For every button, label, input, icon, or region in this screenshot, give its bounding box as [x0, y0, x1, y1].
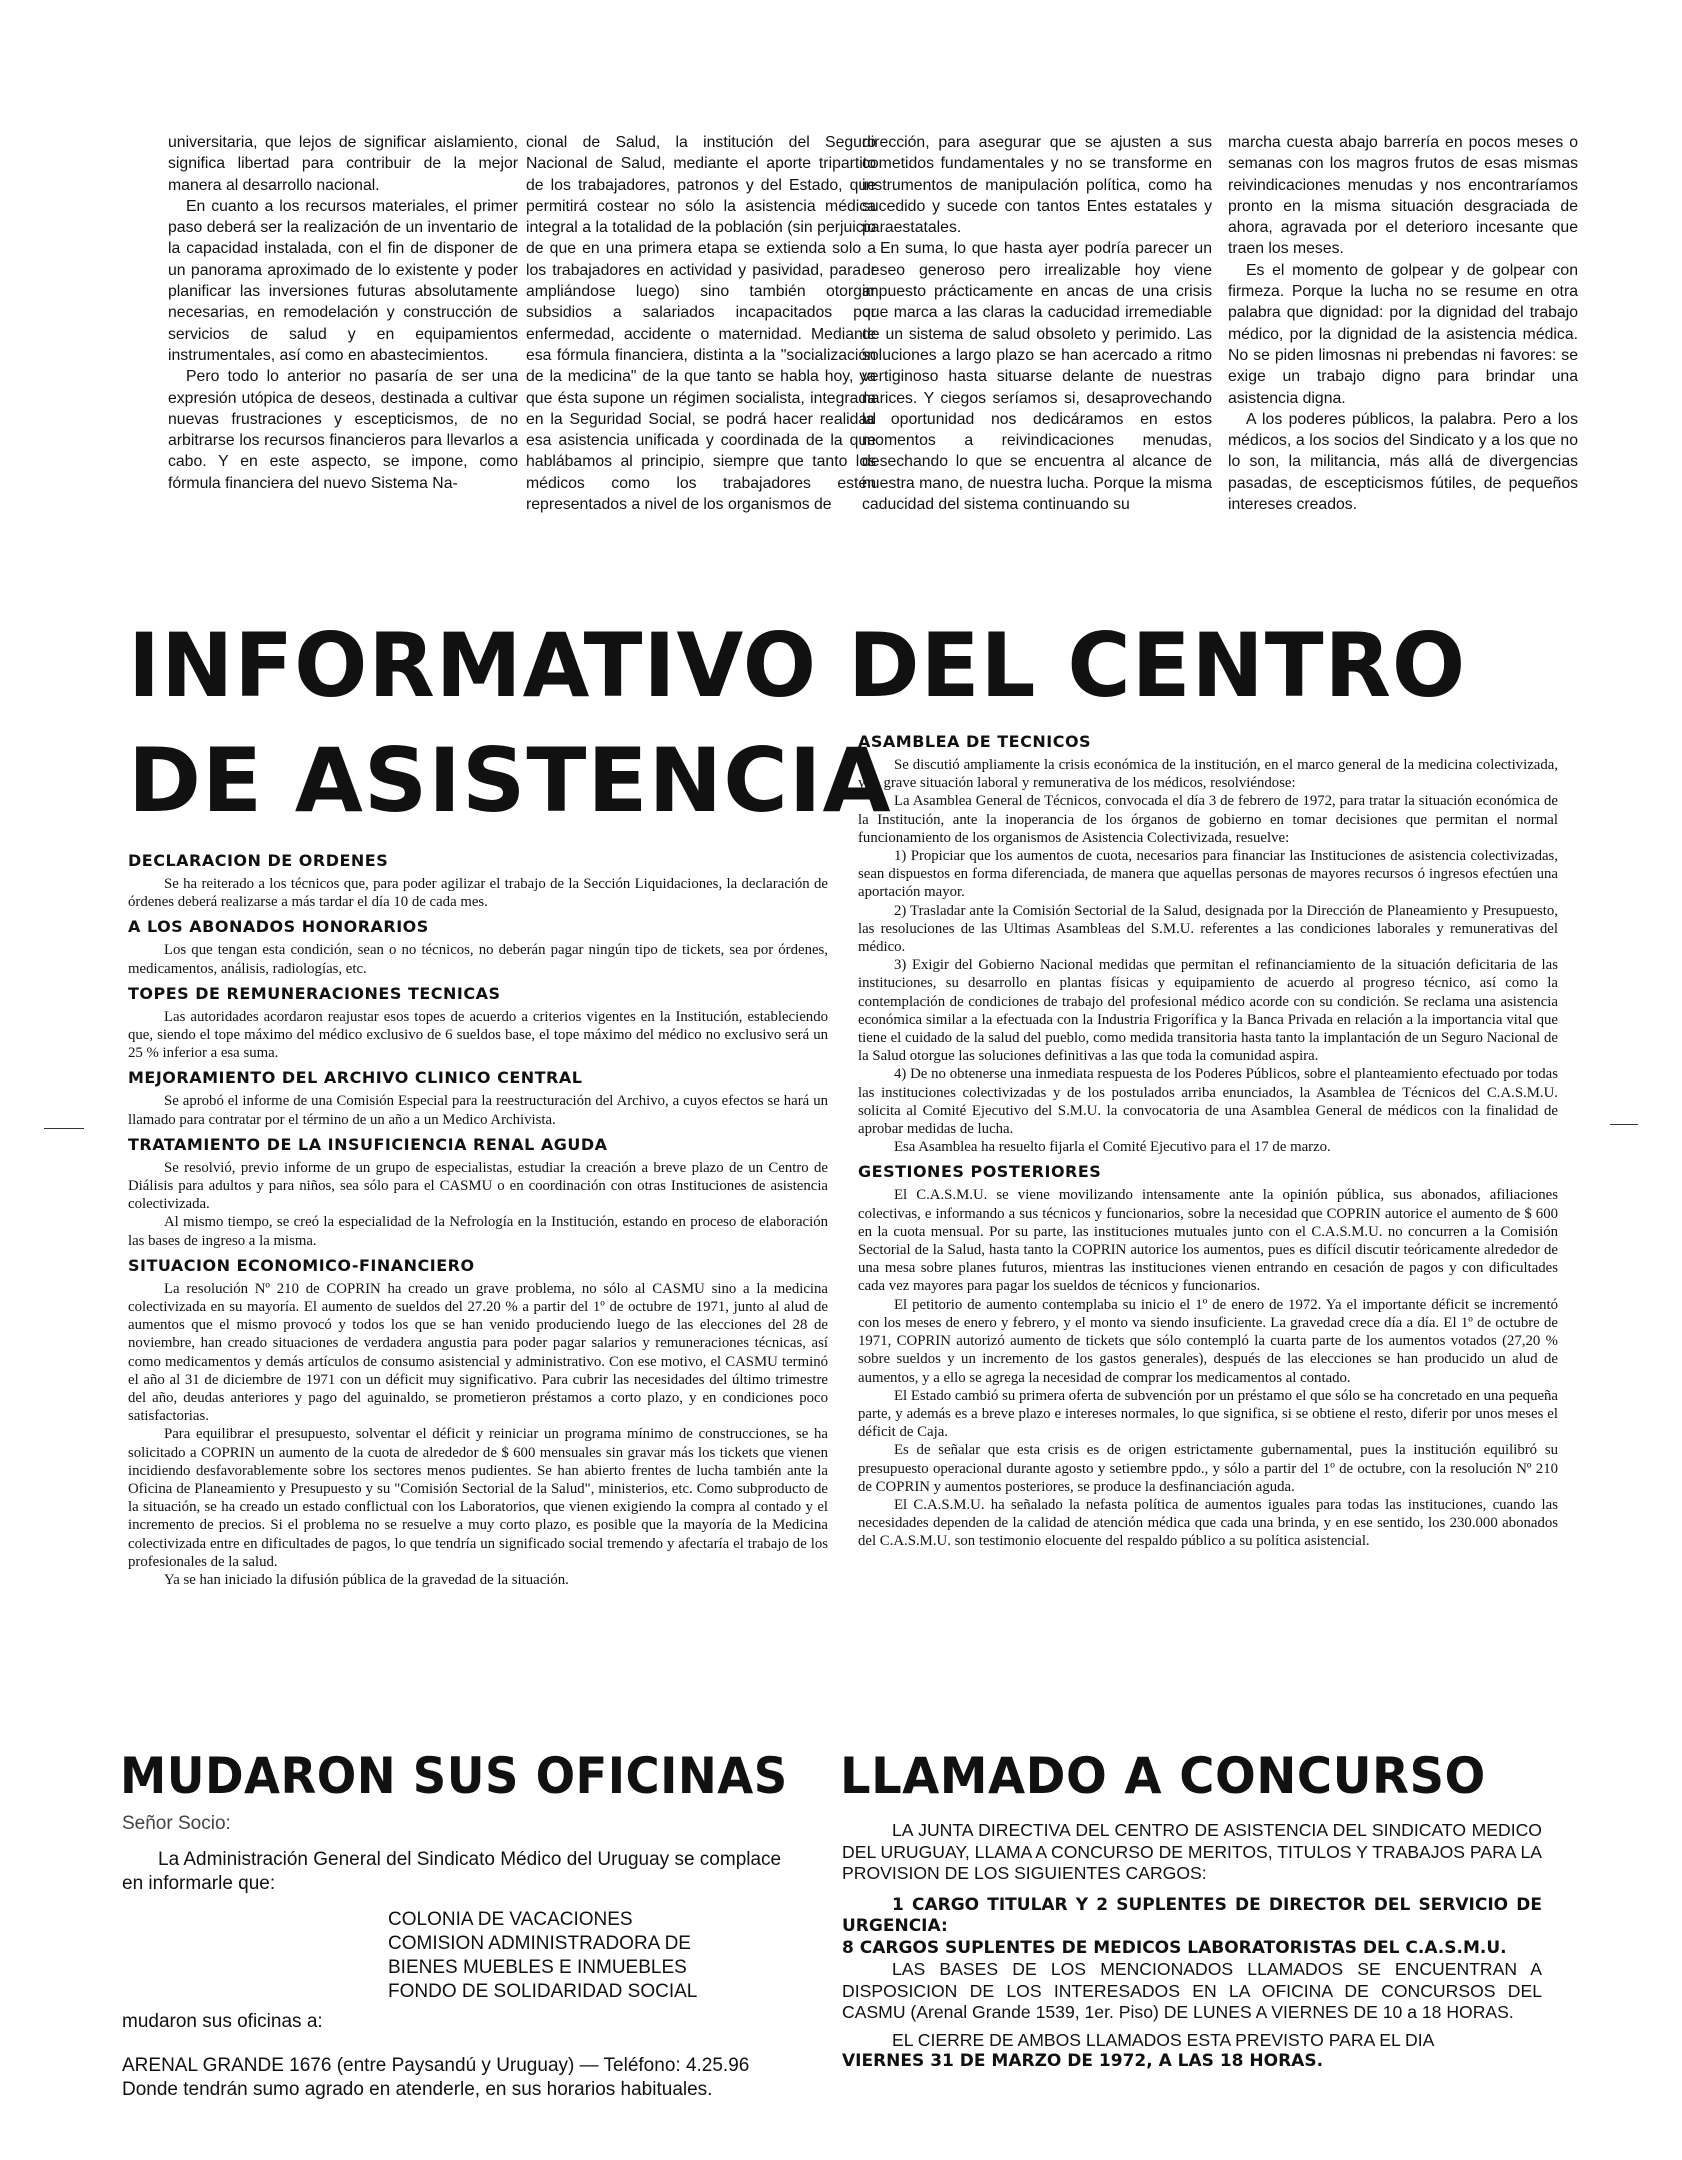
section-paragraph: Al mismo tiempo, se creó la especialidad de la Nefrología en la Institución, estando en proceso de elaboración las bases de ingreso a la misma. — [128, 1214, 828, 1249]
paragraph: marcha cuesta abajo barrería en pocos meses o semanas con los magros frutos de esas mismas reivindicaciones menudas y nos encontraríamos pronto en la misma situación desgraciada de ahora, agravada por el deterioro incesante que traen los meses. — [1228, 134, 1578, 258]
paragraph: Pero todo lo anterior no pasaría de ser una expresión utópica de deseos, destinada a cultivar nuevas frustraciones y escepticismos, de no arbitrarse los recursos financieros para llevarlos a cabo. Y en este aspecto, se impone, como fórmula financiera del nuevo Sistema Na- — [168, 368, 518, 492]
section-paragraph: Se aprobó el informe de una Comisión Especial para la reestructuración del Archivo, a cuyos efectos se hará un llamado para contratar por el término de un año a un Medico Archivista. — [128, 1093, 828, 1128]
office-list — [388, 1908, 802, 2004]
cierre: EL CIERRE DE AMBOS LLAMADOS ESTA PREVISTO PARA EL DIA — [892, 2029, 1435, 2050]
section-heading: DECLARACION DE ORDENES — [128, 851, 389, 870]
section-heading: SITUACION ECONOMICO-FINANCIERO — [128, 1255, 475, 1275]
section-heading: MEJORAMIENTO DEL ARCHIVO CLINICO CENTRAL — [128, 1068, 583, 1088]
top-column-4 — [1228, 132, 1578, 515]
section-heading: A LOS ABONADOS HONORARIOS — [128, 917, 429, 937]
section-heading: TRATAMIENTO DE LA INSUFICIENCIA RENAL AGUDA — [128, 1134, 608, 1154]
margin-mark — [44, 1128, 84, 1129]
top-column-2 — [526, 132, 876, 515]
concurso-intro: LA JUNTA DIRECTIVA DEL CENTRO DE ASISTENCIA DEL SINDICATO MEDICO DEL URUGUAY, LLAMA A CONCURSO DE MERITOS, TITULOS Y TRABAJOS PARA LA PROVISION DE LOS SIGUIENTES CARGOS: — [842, 1820, 1542, 1883]
paragraph: universitaria, que lejos de significar aislamiento, significa libertad para contribuir de la mejor manera al desarrollo nacional. — [168, 134, 518, 194]
bases: LAS BASES DE LOS MENCIONADOS LLAMADOS SE ENCUENTRAN A DISPOSICION DE LOS INTERESADOS EN LA OFICINA DE CONCURSOS DEL CASMU (Arenal Grande 1539, 1er. Piso) DE LUNES A VIERNES DE 10 a 18 HORAS. — [842, 1959, 1542, 2022]
closing: Donde tendrán sumo agrado en atenderle, en sus horarios habituales. — [122, 2079, 713, 2100]
list-item: COLONIA DE VACACIONES — [388, 1909, 633, 1930]
section-paragraph: 1) Propiciar que los aumentos de cuota, necesarios para financiar las Instituciones de asistencia colectivizadas, sean dispuestos en forma diferenciada, de manera que aquellas personas de mayores recursos ó ingresos efectúen una aportación mayor. — [858, 848, 1558, 901]
mudaron-notice — [122, 1812, 802, 2102]
cargo-2: 8 CARGOS SUPLENTES DE MEDICOS LABORATORISTAS DEL C.A.S.M.U. — [842, 1937, 1507, 1958]
section-heading: GESTIONES POSTERIORES — [858, 1162, 1102, 1182]
paragraph: dirección, para asegurar que se ajusten a sus cometidos fundamentales y no se transforme en instrumentos de manipulación política, como ha sucedido y sucede con tantos Entes estatales y paraestatales. — [862, 134, 1212, 237]
section-paragraph: Esa Asamblea ha resuelto fijarla el Comité Ejecutivo para el 17 de marzo. — [894, 1139, 1331, 1156]
section-paragraph: La resolución Nº 210 de COPRIN ha creado un grave problema, no sólo al CASMU sino a la medicina colectivizada en su mayoría. El aumento de sueldos del 27.20 % a partir del 1º de octubre de 1971, junto al alud de aumentos que el mismo provocó y todos los que se han venido produciendo luego de las elecciones del 28 de noviembre, han creado situaciones de verdadera angustia para poder pagar salarios y remuneraciones técnicas, así como medicamentos y demás artículos de consumo asistencial y administrativo. Con ese motivo, el CASMU terminó el año al 31 de diciembre de 1971 con un déficit muy significativo. Para cubrir las necesidades del último trimestre del año, deudas anteriores y pago del aguinaldo, se prometieron préstamos a corto plazo, y en condiciones poco satisfactorias. — [128, 1280, 828, 1425]
section-paragraph: La Asamblea General de Técnicos, convocada el día 3 de febrero de 1972, para tratar la situación económica de la Institución, ante la inoperancia de los órganos de gobierno en tomar decisiones que permitan el normal funcionamiento de los organismos de Asistencia Colectivizada, resuelve: — [858, 793, 1558, 846]
paragraph: En suma, lo que hasta ayer podría parecer un deseo generoso pero irrealizable hoy viene impuesto prácticamente en ancas de una crisis que marca a las claras la caducidad irremediable de un sistema de salud obsoleto y perimido. Las soluciones a largo plazo se han acercado a ritmo vertiginoso hasta situarse delante de nuestras narices. Y ciegos seríamos si, desaprovechando la oportunidad nos dedicáramos en estos momentos a reivindicaciones menudas, desechando lo que se encuentra al alcance de nuestra mano, de nuestra lucha. Porque la misma caducidad del sistema continuando su — [862, 240, 1212, 514]
list-item: FONDO DE SOLIDARIDAD SOCIAL — [388, 1981, 698, 2002]
section-paragraph: Se resolvió, previo informe de un grupo de especialistas, estudiar la creación a breve plazo de un Centro de Diálisis para adultos y para niños, sea sólo para el CASMU o en coordinación con otras Instituciones de asistencia colectivizada. — [128, 1159, 828, 1213]
section-paragraph: Los que tengan esta condición, sean o no técnicos, no deberán pagar ningún tipo de tickets, sea por órdenes, medicamentos, análisis, radiologías, etc. — [128, 942, 828, 977]
cierre-fecha: VIERNES 31 DE MARZO DE 1972, A LAS 18 HORAS. — [842, 2051, 1324, 2071]
section-paragraph: Es de señalar que esta crisis es de origen estrictamente gubernamental, pues la institución equilibró su presupuesto operacional durante agosto y setiembre ppdo., y sólo a partir del 1º de octubre, con la resolución Nº 210 de COPRIN y aumentos posteriores, se produce la desfinanciación aguda. — [858, 1442, 1558, 1495]
salutation: Señor Socio: — [122, 1813, 231, 1834]
section-paragraph: 4) De no obtenerse una inmediata respuesta de los Poderes Públicos, sobre el planteamiento efectuado por todas las instituciones colectivizadas y de los postulados arriba enunciados, la Asamblea de Técnicos del C.A.S.M.U. solicita al Comité Ejecutivo del S.M.U. la convocatoria de una Asamblea General de médicos con la finalidad de aprobar medidas de lucha. — [858, 1066, 1558, 1138]
paragraph: En cuanto a los recursos materiales, el primer paso deberá ser la realización de un inventario de la capacidad instalada, con el fin de disponer de un panorama aproximado de lo existente y poder planificar las inversiones futuras absolutamente necesarias, en remodelación y construcción de servicios de salud y en equipamientos instrumentales, así como en abastecimientos. — [168, 197, 518, 364]
left-sections — [128, 845, 828, 1589]
section-paragraph: Las autoridades acordaron reajustar esos topes de acuerdo a criterios vigentes en la Institución, estableciendo que, siendo el tope máximo del médico exclusivo de 6 sueldos base, el tope máximo del médico no exclusivo será un 25 % inferior a esa suma. — [128, 1008, 828, 1062]
moved-label: mudaron sus oficinas a: — [122, 2011, 323, 2032]
main-title-line2: DE ASISTENCIA — [128, 729, 892, 832]
concurso-title: LLAMADO A CONCURSO — [840, 1747, 1486, 1805]
right-sections — [858, 732, 1558, 1551]
top-column-3 — [862, 132, 1212, 515]
top-column-1 — [168, 132, 518, 494]
paragraph: cional de Salud, la institución del Seguro Nacional de Salud, mediante el aporte tripartito de los trabajadores, patronos y del Estado, que permitirá costear no sólo la asistencia médica integral a la totalidad de la población (sin perjuicio de que en una primera etapa se extienda solo a los trabajadores en actividad y pasividad, para ir ampliándose luego) sino también otorgar subsidios a salariados incapacitados por enfermedad, accidente o maternidad. Mediante esa fórmula financiera, distinta a la "socialización de la medicina" de la que tanto se habla hoy, ya que ésta supone un régimen socialista, integrada en la Seguridad Social, se podrá hacer realidad esa asistencia unificada y coordinada de la que hablábamos al principio, siempre que tanto los médicos como los trabajadores estén representados a nivel de los organismos de — [526, 134, 876, 514]
cargo-1: 1 CARGO TITULAR Y 2 SUPLENTES DE DIRECTOR DEL SERVICIO DE URGENCIA: — [842, 1894, 1542, 1936]
section-paragraph: 3) Exigir del Gobierno Nacional medidas que permitan el refinanciamiento de la situación deficitaria de las instituciones, su desarrollo en plantas físicas y equipamiento de acuerdo al progreso técnico, así como la contemplación de condiciones de trabajo del profesional médico acorde con su condición. Se reclama una asistencia económica similar a la efectuada con la Industria Frigorífica y la Banca Privada en relación a la importancia vital que tiene el cuidado de la salud del pueblo, como medida transitoria hasta tanto la implantación de un Seguro Nacional de la Salud otorgue las soluciones definitivas a las que toda la comunidad aspira. — [858, 957, 1558, 1065]
section-heading: ASAMBLEA DE TECNICOS — [858, 732, 1092, 751]
section-paragraph: El Estado cambió su primera oferta de subvención por un préstamo el que sólo se ha concretado en una pequeña parte, y además es a breve plazo e intereses normales, lo que significa, si se obtiene el resto, diferir por unos meses el déficit de Caja. — [858, 1387, 1558, 1441]
section-paragraph: Ya se han iniciado la difusión pública de la gravedad de la situación. — [164, 1572, 569, 1589]
paragraph: A los poderes públicos, la palabra. Pero a los médicos, a los socios del Sindicato y a los que no lo son, la militancia, más allá de divergencias pasadas, de escepticismos fútiles, de pequeños intereses creados. — [1228, 410, 1578, 514]
section-paragraph: El C.A.S.M.U. ha señalado la nefasta política de aumentos iguales para todas las instituciones, cuando las necesidades dependen de la calidad de atención médica que cada una brinda, y en ese sentido, los 230.000 abonados del C.A.S.M.U. son testimonio elocuente del respaldo público a su política asistencial. — [858, 1496, 1558, 1550]
margin-mark — [1610, 1124, 1638, 1125]
main-title-line1: INFORMATIVO DEL CENTRO — [128, 614, 1467, 717]
list-item: COMISION ADMINISTRADORA DE — [388, 1933, 691, 1954]
address: ARENAL GRANDE 1676 (entre Paysandú y Uruguay) — Teléfono: 4.25.96 — [122, 2055, 750, 2076]
section-heading: TOPES DE REMUNERACIONES TECNICAS — [128, 983, 501, 1003]
section-paragraph: El petitorio de aumento contemplaba su inicio el 1º de enero de 1972. Ya el importante déficit se incrementó con los meses de enero y febrero, y el monto va siendo insuficiente. La gravedad crece día a día. El 1º de octubre de 1971, COPRIN autorizó aumento de tickets que sólo contempló la cuarta parte de los aumentos votados (27,20 % sobre sueldos y un incremento de los gastos generales), después de las elecciones se han producido un alud de aumentos, y a ello se agrega la necesidad de comprar los medicamentos al contado. — [858, 1296, 1558, 1386]
section-paragraph: Para equilibrar el presupuesto, solventar el déficit y reiniciar un programa mínimo de construcciones, se ha solicitado a COPRIN un aumento de la cuota de alrededor de $ 600 mensuales sin gravar más los tickets que vienen incidiendo desfavorablemente sobre los sectores menos pudientes. Se han abierto frentes de lucha también ante la Oficina de Planeamiento y Presupuesto y su "Comisión Sectorial de la Salud", ministerios, etc. Como subproducto de la situación, se ha creado un estado conflictual con los Laboratorios, que vienen exigiendo la compra al contado y el incremento de precios. Si el problema no se resuelve a muy corto plazo, es posible que la mayoría de la Medicina colectivizada entre en dificultades de pagos, lo que tendría un significado social tremendo y afectaría el trabajo de los profesionales de la salud. — [128, 1426, 828, 1570]
mudaron-title: MUDARON SUS OFICINAS — [120, 1747, 788, 1805]
paragraph: Es el momento de golpear y de golpear con firmeza. Porque la lucha no se resume en otra palabra que dignidad: por la dignidad del trabajo médico, por la dignidad de la asistencia médica. No se piden limosnas ni prebendas ni favores: se exige un trabajo digno para brindar una asistencia digna. — [1228, 261, 1578, 407]
concurso-notice — [842, 1820, 1542, 2073]
list-item: BIENES MUEBLES E INMUEBLES — [388, 1957, 687, 1978]
section-paragraph: Se ha reiterado a los técnicos que, para poder agilizar el trabajo de la Sección Liquidaciones, la declaración de órdenes deberá realizarse a más tardar el día 10 de cada mes. — [128, 876, 828, 911]
section-paragraph: Se discutió ampliamente la crisis económica de la institución, en el marco general de la medicina colectivizada, y la grave situación laboral y remunerativa de los médicos, resolviéndose: — [858, 757, 1558, 792]
section-paragraph: El C.A.S.M.U. se viene movilizando intensamente ante la opinión pública, sus abonados, afiliaciones colectivas, e informando a sus técnicos y funcionarios, sobre la necesidad que COPRIN autorice el aumento de $ 600 en la cuota mensual. Por su parte, las instituciones mutuales junto con el C.A.S.M.U. no concurren a la Comisión Sectorial de la Salud, hasta tanto la COPRIN autorice los aumentos, pues es difícil discutir teóricamente alrededor de una mesa sobre planes futuros, mientras las instituciones vienen entrando en cesación de pagos y con dificultades cada vez mayores para pagar los sueldos de técnicos y funcionarios. — [858, 1187, 1558, 1295]
intro: La Administración General del Sindicato Médico del Uruguay se complace en informarle que: — [122, 1849, 782, 1894]
section-paragraph: 2) Trasladar ante la Comisión Sectorial de la Salud, designada por la Dirección de Planeamiento y Presupuesto, las resoluciones de las Ultimas Asambleas del S.M.U. referentes a las condiciones laborales y remunerativas del médico. — [858, 902, 1558, 956]
